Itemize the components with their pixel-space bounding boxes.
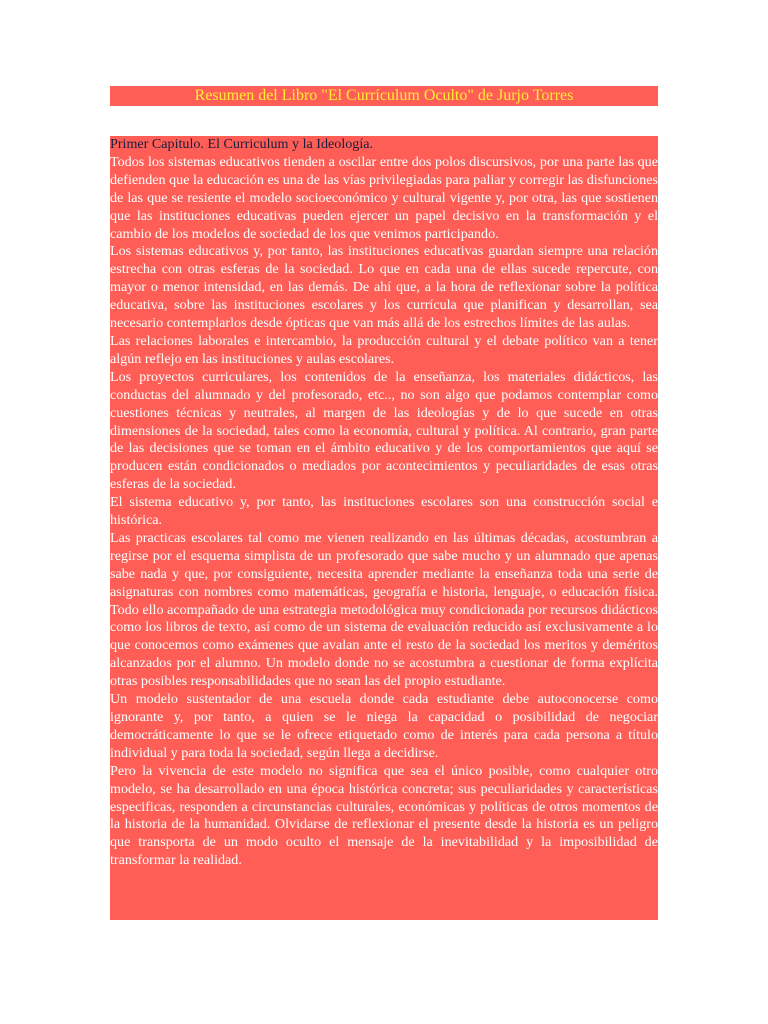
summary-content xyxy=(110,136,658,920)
paragraph: Todos los sistemas educativos tienden a oscilar entre dos polos discursivos, por una parte las que defienden que la educación es una de las vías privilegiadas para paliar y corregir las disfunciones de las que se resiente el modelo socioeconómico y cultural vigente y, por otra, las que sostienen que las instituciones educativas pueden ejercer un papel decisivo en la transformación y el cambio de los modelos de sociedad de los que venimos participando. xyxy=(110,153,658,242)
paragraph: Los sistemas educativos y, por tanto, las instituciones educativas guardan siempre una relación estrecha con otras esferas de la sociedad. Lo que en cada una de ellas sucede repercute, con mayor o menor intensidad, en las demás. De ahí que, a la hora de reflexionar sobre la política educativa, sobre las instituciones escolares y los currícula que planifican y desarrollan, sea necesario contemplarlos desde ópticas que van más allá de los estrechos límites de las aulas. xyxy=(110,243,658,332)
paragraph: Pero la vivencia de este modelo no significa que sea el único posible, como cualquier otro modelo, se ha desarrollado en una época histórica concreta; sus peculiaridades y características especificas, responden a circunstancias culturales, económicas y políticas de otros momentos de la historia de la humanidad. Olvidarse de reflexionar el presente desde la historia es un peligro que transporta de un modo oculto el mensaje de la inevitabilidad y la imposibilidad de transformar la realidad. xyxy=(110,762,658,869)
paragraph: Un modelo sustentador de una escuela donde cada estudiante debe autoconocerse como ignorante y, por tanto, a quien se le niega la capacidad o posibilidad de negociar democráticamente lo que se le ofrece etiquetado como de interés para cada persona a título individual y para toda la sociedad, según llega a decidirse. xyxy=(110,691,658,761)
paragraph: Las relaciones laborales e intercambio, la producción cultural y el debate político van a tener algún reflejo en las instituciones y aulas escolares. xyxy=(110,332,658,367)
paragraph: El sistema educativo y, por tanto, las instituciones escolares son una construcción social e histórica. xyxy=(110,494,658,529)
paragraph: Los proyectos curriculares, los contenidos de la enseñanza, los materiales didácticos, las conductas del alumnado y del profesorado, etc.., no son algo que podamos contemplar como cuestiones técnicas y neutrales, al margen de las ideologías y de lo que sucede en otras dimensiones de la sociedad, tales como la economía, cultural y política. Al contrario, gran parte de las decisiones que se toman en el ámbito educativo y de los comportamientos que aquí se producen están condicionados o mediados por acontecimientos y peculiaridades de esas otras esferas de la sociedad. xyxy=(110,368,658,493)
chapter-heading: Primer Capitulo. El Curriculum y la Ideología. xyxy=(110,136,374,152)
document-title: Resumen del Libro "El Currículum Oculto" de Jurjo Torres xyxy=(110,86,658,106)
paragraph: Las practicas escolares tal como me vienen realizando en las últimas décadas, acostumbran a regirse por el esquema simplista de un profesorado que sabe mucho y un alumnado que apenas sabe nada y que, por consiguiente, necesita aprender mediante la enseñanza toda una serie de asignaturas con nombres como matemáticas, geografía e historia, lenguaje, o educación física. Todo ello acompañado de una estrategia metodológica muy condicionada por recursos didácticos como los libros de texto, así como de un sistema de evaluación reducido así exclusivamente a lo que conocemos como exámenes que avalan ante el resto de la sociedad los meritos y deméritos alcanzados por el alumno. Un modelo donde no se acostumbra a cuestionar de forma explícita otras posibles responsabilidades que no sean las del propio estudiante. xyxy=(110,529,658,690)
